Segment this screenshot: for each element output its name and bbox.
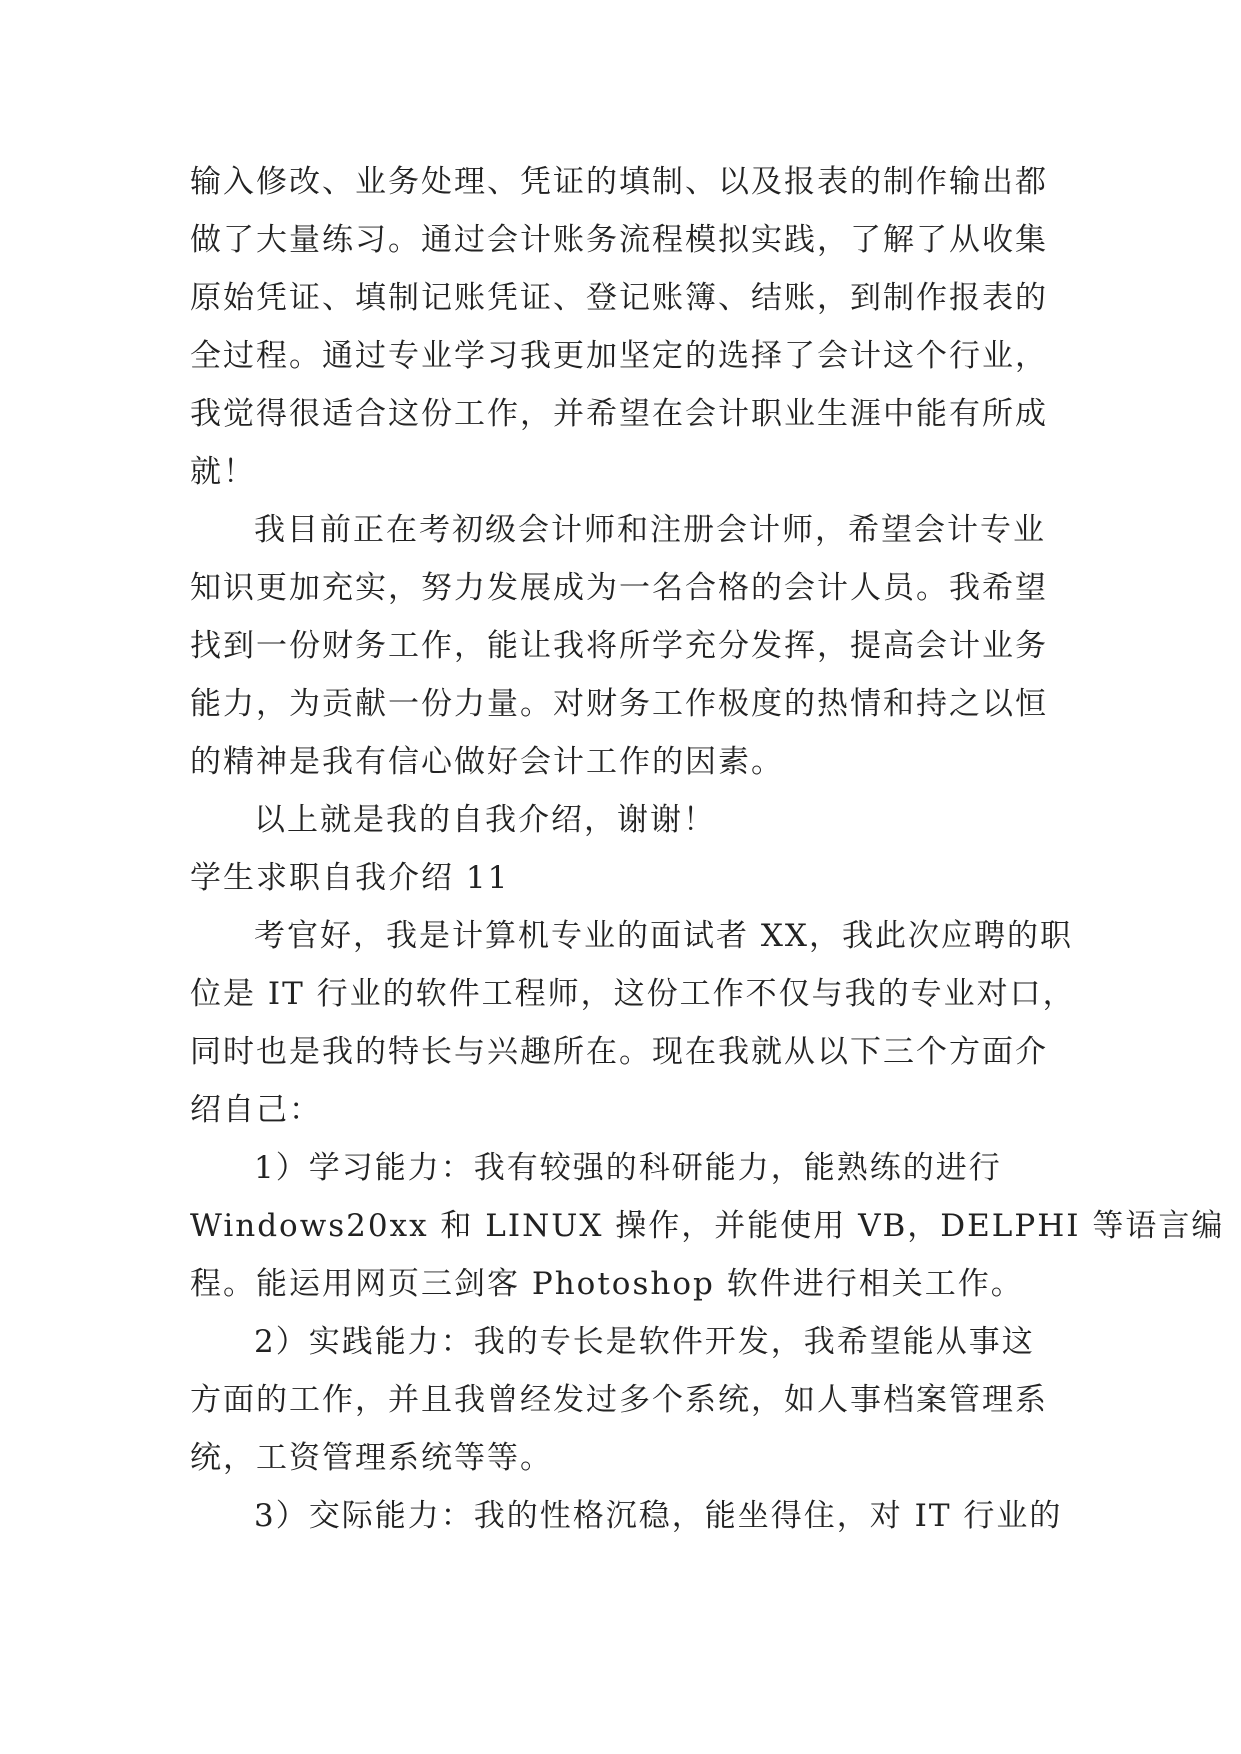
text-line: 统，工资管理系统等等。 — [190, 1440, 553, 1476]
text-line: 程。能运用网页三剑客 Photoshop 软件进行相关工作。 — [190, 1266, 1024, 1302]
text-line: 原始凭证、填制记账凭证、登记账簿、结账，到制作报表的 — [190, 280, 1048, 316]
text-line: 找到一份财务工作，能让我将所学充分发挥，提高会计业务 — [190, 628, 1048, 664]
text-line: 能力，为贡献一份力量。对财务工作极度的热情和持之以恒 — [190, 686, 1048, 722]
text-line: 全过程。通过专业学习我更加坚定的选择了会计这个行业， — [190, 338, 1048, 374]
text-line: 做了大量练习。通过会计账务流程模拟实践，了解了从收集 — [190, 222, 1048, 258]
section-heading: 学生求职自我介绍 11 — [190, 860, 510, 896]
text-line: 2）实践能力：我的专长是软件开发，我希望能从事这 — [254, 1324, 1035, 1360]
text-line: 我觉得很适合这份工作，并希望在会计职业生涯中能有所成 — [190, 396, 1048, 432]
text-line: 方面的工作，并且我曾经发过多个系统，如人事档案管理系 — [190, 1382, 1048, 1418]
document-body — [190, 153, 1225, 1545]
text-line: 就！ — [190, 454, 256, 490]
text-line: 我目前正在考初级会计师和注册会计师，希望会计专业 — [254, 512, 1046, 548]
text-line: 3）交际能力：我的性格沉稳，能坐得住，对 IT 行业的 — [254, 1498, 1063, 1534]
text-line: 1）学习能力：我有较强的科研能力，能熟练的进行 — [254, 1150, 1002, 1186]
text-line: 同时也是我的特长与兴趣所在。现在我就从以下三个方面介 — [190, 1034, 1048, 1070]
text-line: 位是 IT 行业的软件工程师，这份工作不仅与我的专业对口， — [190, 976, 1076, 1012]
text-line: 绍自己： — [190, 1092, 322, 1128]
text-line: Windows20xx 和 LINUX 操作，并能使用 VB，DELPHI 等语言编 — [190, 1208, 1225, 1244]
text-line: 的精神是我有信心做好会计工作的因素。 — [190, 744, 784, 780]
text-line: 以上就是我的自我介绍，谢谢！ — [254, 802, 716, 838]
text-line: 考官好，我是计算机专业的面试者 XX，我此次应聘的职 — [254, 918, 1073, 954]
text-line: 知识更加充实，努力发展成为一名合格的会计人员。我希望 — [190, 570, 1048, 606]
text-line: 输入修改、业务处理、凭证的填制、以及报表的制作输出都 — [190, 164, 1048, 200]
